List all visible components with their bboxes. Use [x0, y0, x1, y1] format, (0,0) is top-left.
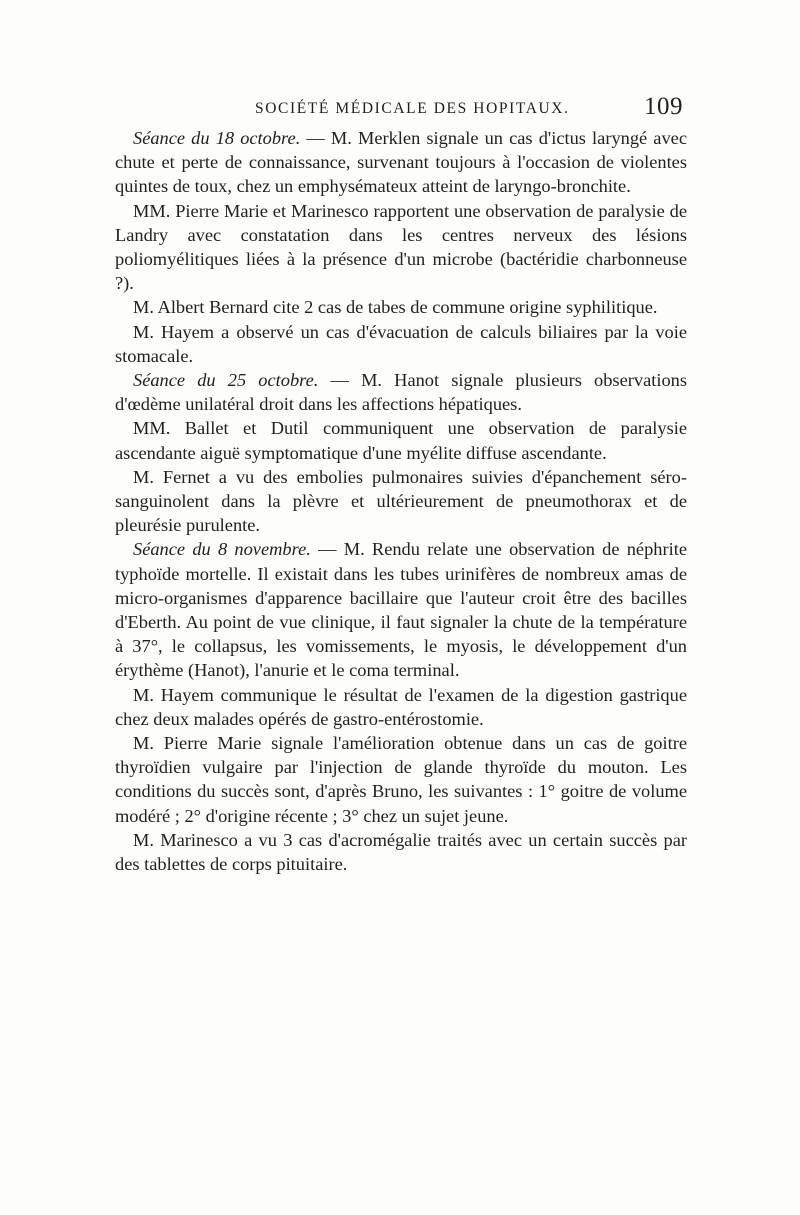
paragraph: [115, 320, 687, 368]
paragraph-text: M. Pierre Marie signale l'amélioration obtenue dans un cas de goitre thyroïdien vulgaire par l'injection de glande thyroïde du mouton. Les conditions du succès sont, d'après Bruno, les suivantes : 1° goitre de volume modéré ; 2° d'origine récente ; 3° chez un sujet jeune.: [115, 733, 687, 826]
paragraph-text: — M. Rendu relate une observation de néphrite typhoïde mortelle. Il existait dans les tubes urinifères de nombreux amas de micro-organismes d'apparence bacillaire que l'auteur croit être des bacilles d'Eberth. Au point de vue clinique, il faut signaler la chute de la température à 37°, le collapsus, les vomissements, le myosis, le développement d'un érythème (Hanot), l'anurie et le coma terminal.: [115, 539, 687, 681]
paragraph: [115, 368, 687, 416]
paragraph: [115, 731, 687, 828]
paragraph: [115, 126, 687, 199]
running-title: SOCIÉTÉ MÉDICALE DES HOPITAUX.: [255, 100, 570, 117]
session-heading: Séance du 8 novembre.: [133, 539, 311, 560]
paragraph-text: — M. Hanot signale plusieurs observations d'œdème unilatéral droit dans les affections hépatiques.: [115, 370, 687, 415]
paragraph: [115, 199, 687, 296]
paragraph-text: M. Fernet a vu des embolies pulmonaires suivies d'épanchement séro-sanguinolent dans la plèvre et ultérieurement de pneumothorax et de pleurésie purulente.: [115, 466, 687, 536]
paragraph: [115, 683, 687, 731]
paragraph-text: — M. Merklen signale un cas d'ictus laryngé avec chute et perte de connaissance, survenant toujours à l'occasion de violentes quintes de toux, chez un emphysémateux atteint de laryngo-bronchite.: [115, 128, 687, 197]
paragraph-text: M. Albert Bernard cite 2 cas de tabes de commune origine syphilitique.: [133, 297, 658, 318]
paragraph-text: M. Hayem communique le résultat de l'examen de la digestion gastrique chez deux malades opérés de gastro-entérostomie.: [115, 684, 687, 729]
paragraph-text: MM. Ballet et Dutil communiquent une observation de paralysie ascendante aiguë symptomatique d'une myélite diffuse ascendante.: [115, 418, 687, 463]
paragraph: [115, 465, 687, 538]
paragraph-text: M. Marinesco a vu 3 cas d'acromégalie traités avec un certain succès par des tablettes de corps pituitaire.: [115, 829, 687, 875]
paragraph: [115, 537, 687, 682]
session-heading: Séance du 18 octobre.: [133, 128, 301, 148]
paragraph-text: MM. Pierre Marie et Marinesco rapportent une observation de paralysie de Landry avec constatation dans les centres nerveux des lésions poliomyélitiques liées à la présence d'un microbe (bactéridie charbonneuse ?).: [115, 200, 687, 294]
page-header: [115, 93, 683, 127]
paragraph: [115, 295, 687, 319]
body-text: [115, 126, 687, 876]
paragraph: [115, 828, 687, 876]
paragraph: [115, 416, 687, 464]
session-heading: Séance du 25 octobre.: [133, 370, 319, 391]
paragraph-text: M. Hayem a observé un cas d'évacuation de calculs biliaires par la voie stomacale.: [115, 321, 687, 366]
page-number: 109: [644, 93, 683, 120]
